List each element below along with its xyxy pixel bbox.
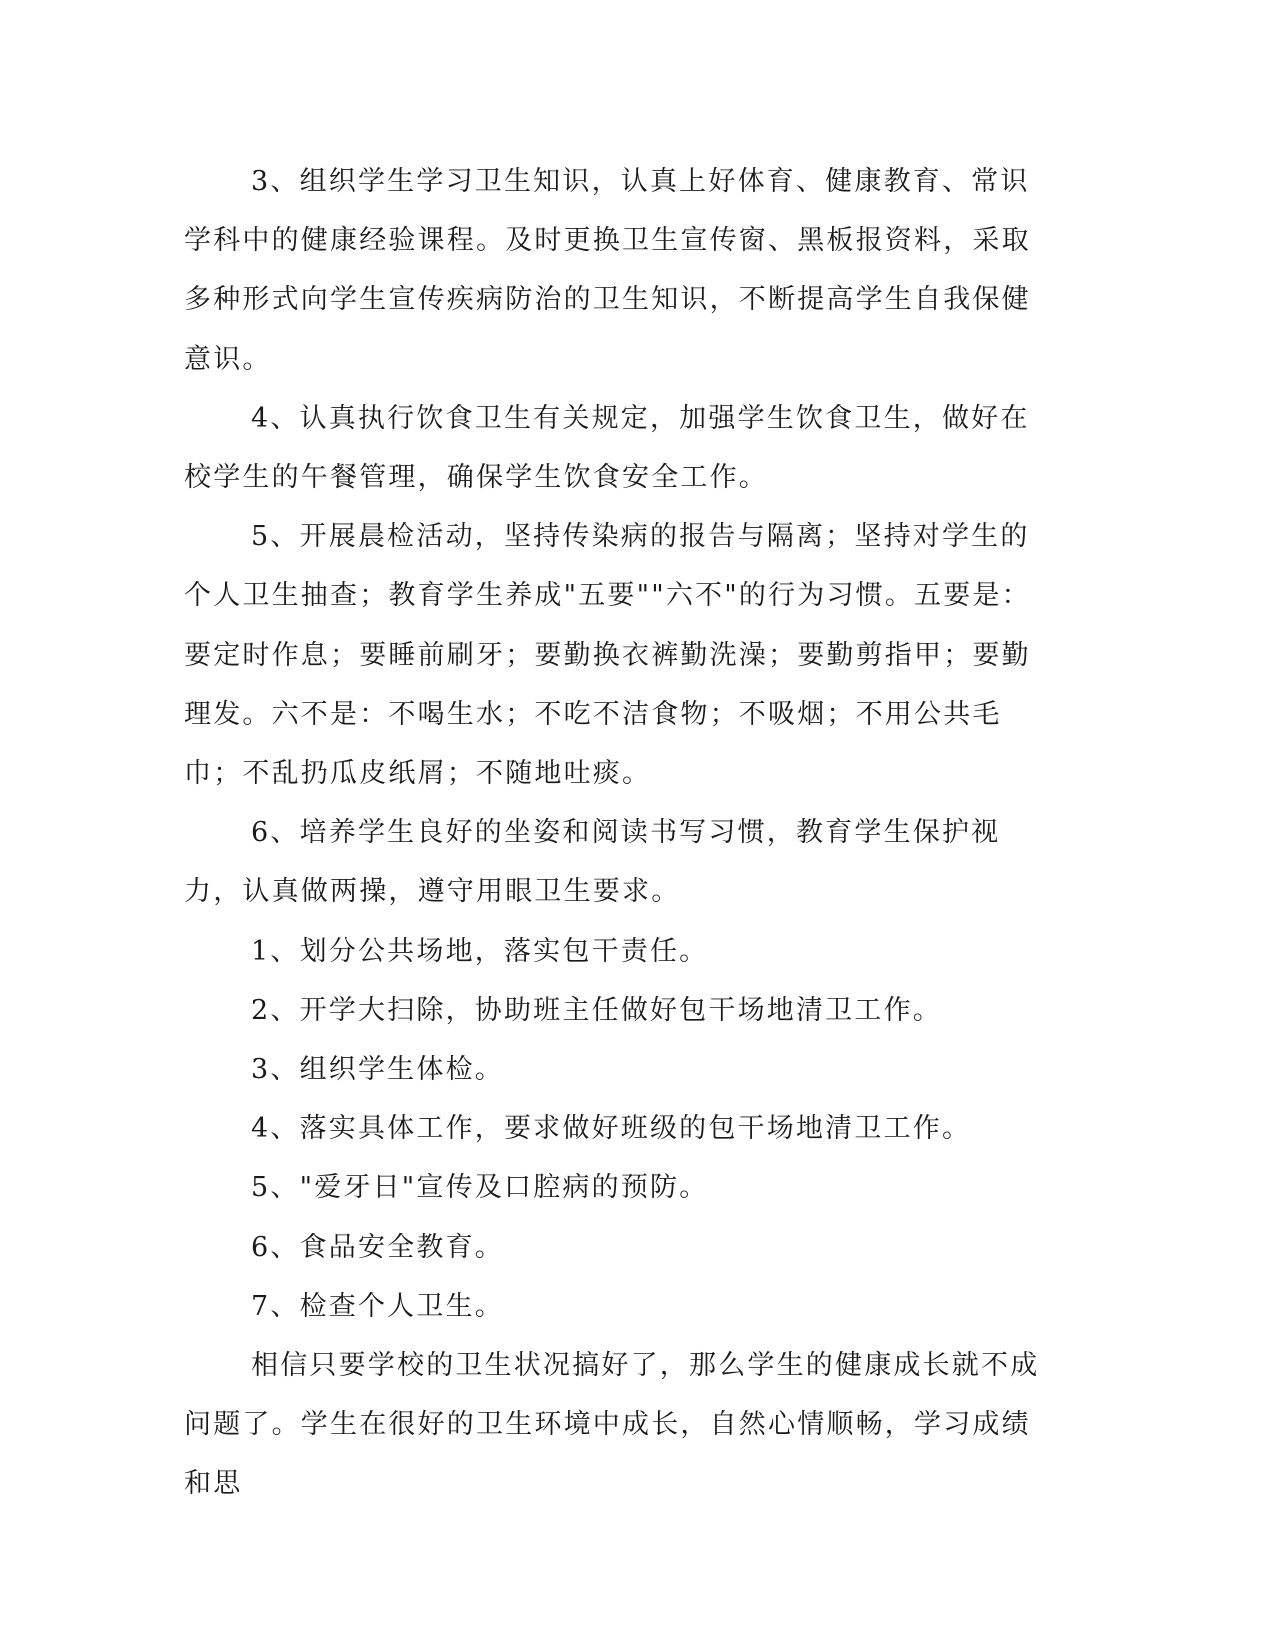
paragraph-item-3-health-knowledge: 3、组织学生学习卫生知识，认真上好体育、健康教育、常识学科中的健康经验课程。及时更换卫生宣传窗、黑板报资料，采取多种形式向学生宣传疾病防治的卫生知识，不断提高学生自我保健意识。 [184,166,1031,375]
list-item-7-personal-hygiene: 7、检查个人卫生。 [251,1290,504,1322]
paragraph-item-5-morning-check: 5、开展晨检活动，坚持传染病的报告与隔离；坚持对学生的个人卫生抽查；教育学生养成"五要""六不"的行为习惯。五要是：要定时作息；要睡前刷牙；要勤换衣裤勤洗澡；要勤剪指甲；要勤理发。六不是：不喝生水；不吃不洁食物；不吸烟；不用公共毛巾；不乱扔瓜皮纸屑；不随地吐痰。 [184,521,1031,790]
list-item-4-class-duty: 4、落实具体工作，要求做好班级的包干场地清卫工作。 [251,1113,972,1145]
list-item-6-food-safety: 6、食品安全教育。 [251,1231,504,1263]
paragraph-item-6-vision-protection: 6、培养学生良好的坐姿和阅读书写习惯，教育学生保护视力，认真做两操，遵守用眼卫生要求。 [184,817,1001,908]
list-item-1-public-area: 1、划分公共场地，落实包干责任。 [251,935,709,967]
paragraph-item-4-food-hygiene: 4、认真执行饮食卫生有关规定，加强学生饮食卫生，做好在校学生的午餐管理，确保学生饮食安全工作。 [184,402,1030,494]
list-item-3-physical-exam: 3、组织学生体检。 [251,1054,504,1086]
document-body [184,152,1048,1514]
paragraph-conclusion: 相信只要学校的卫生状况搞好了，那么学生的健康成长就不成问题了。学生在很好的卫生环境中成长，自然心情顺畅，学习成绩和思 [184,1350,1040,1500]
list-item-5-tooth-day: 5、"爱牙日"宣传及口腔病的预防。 [251,1172,709,1204]
list-item-2-cleaning: 2、开学大扫除，协助班主任做好包干场地清卫工作。 [251,994,942,1026]
